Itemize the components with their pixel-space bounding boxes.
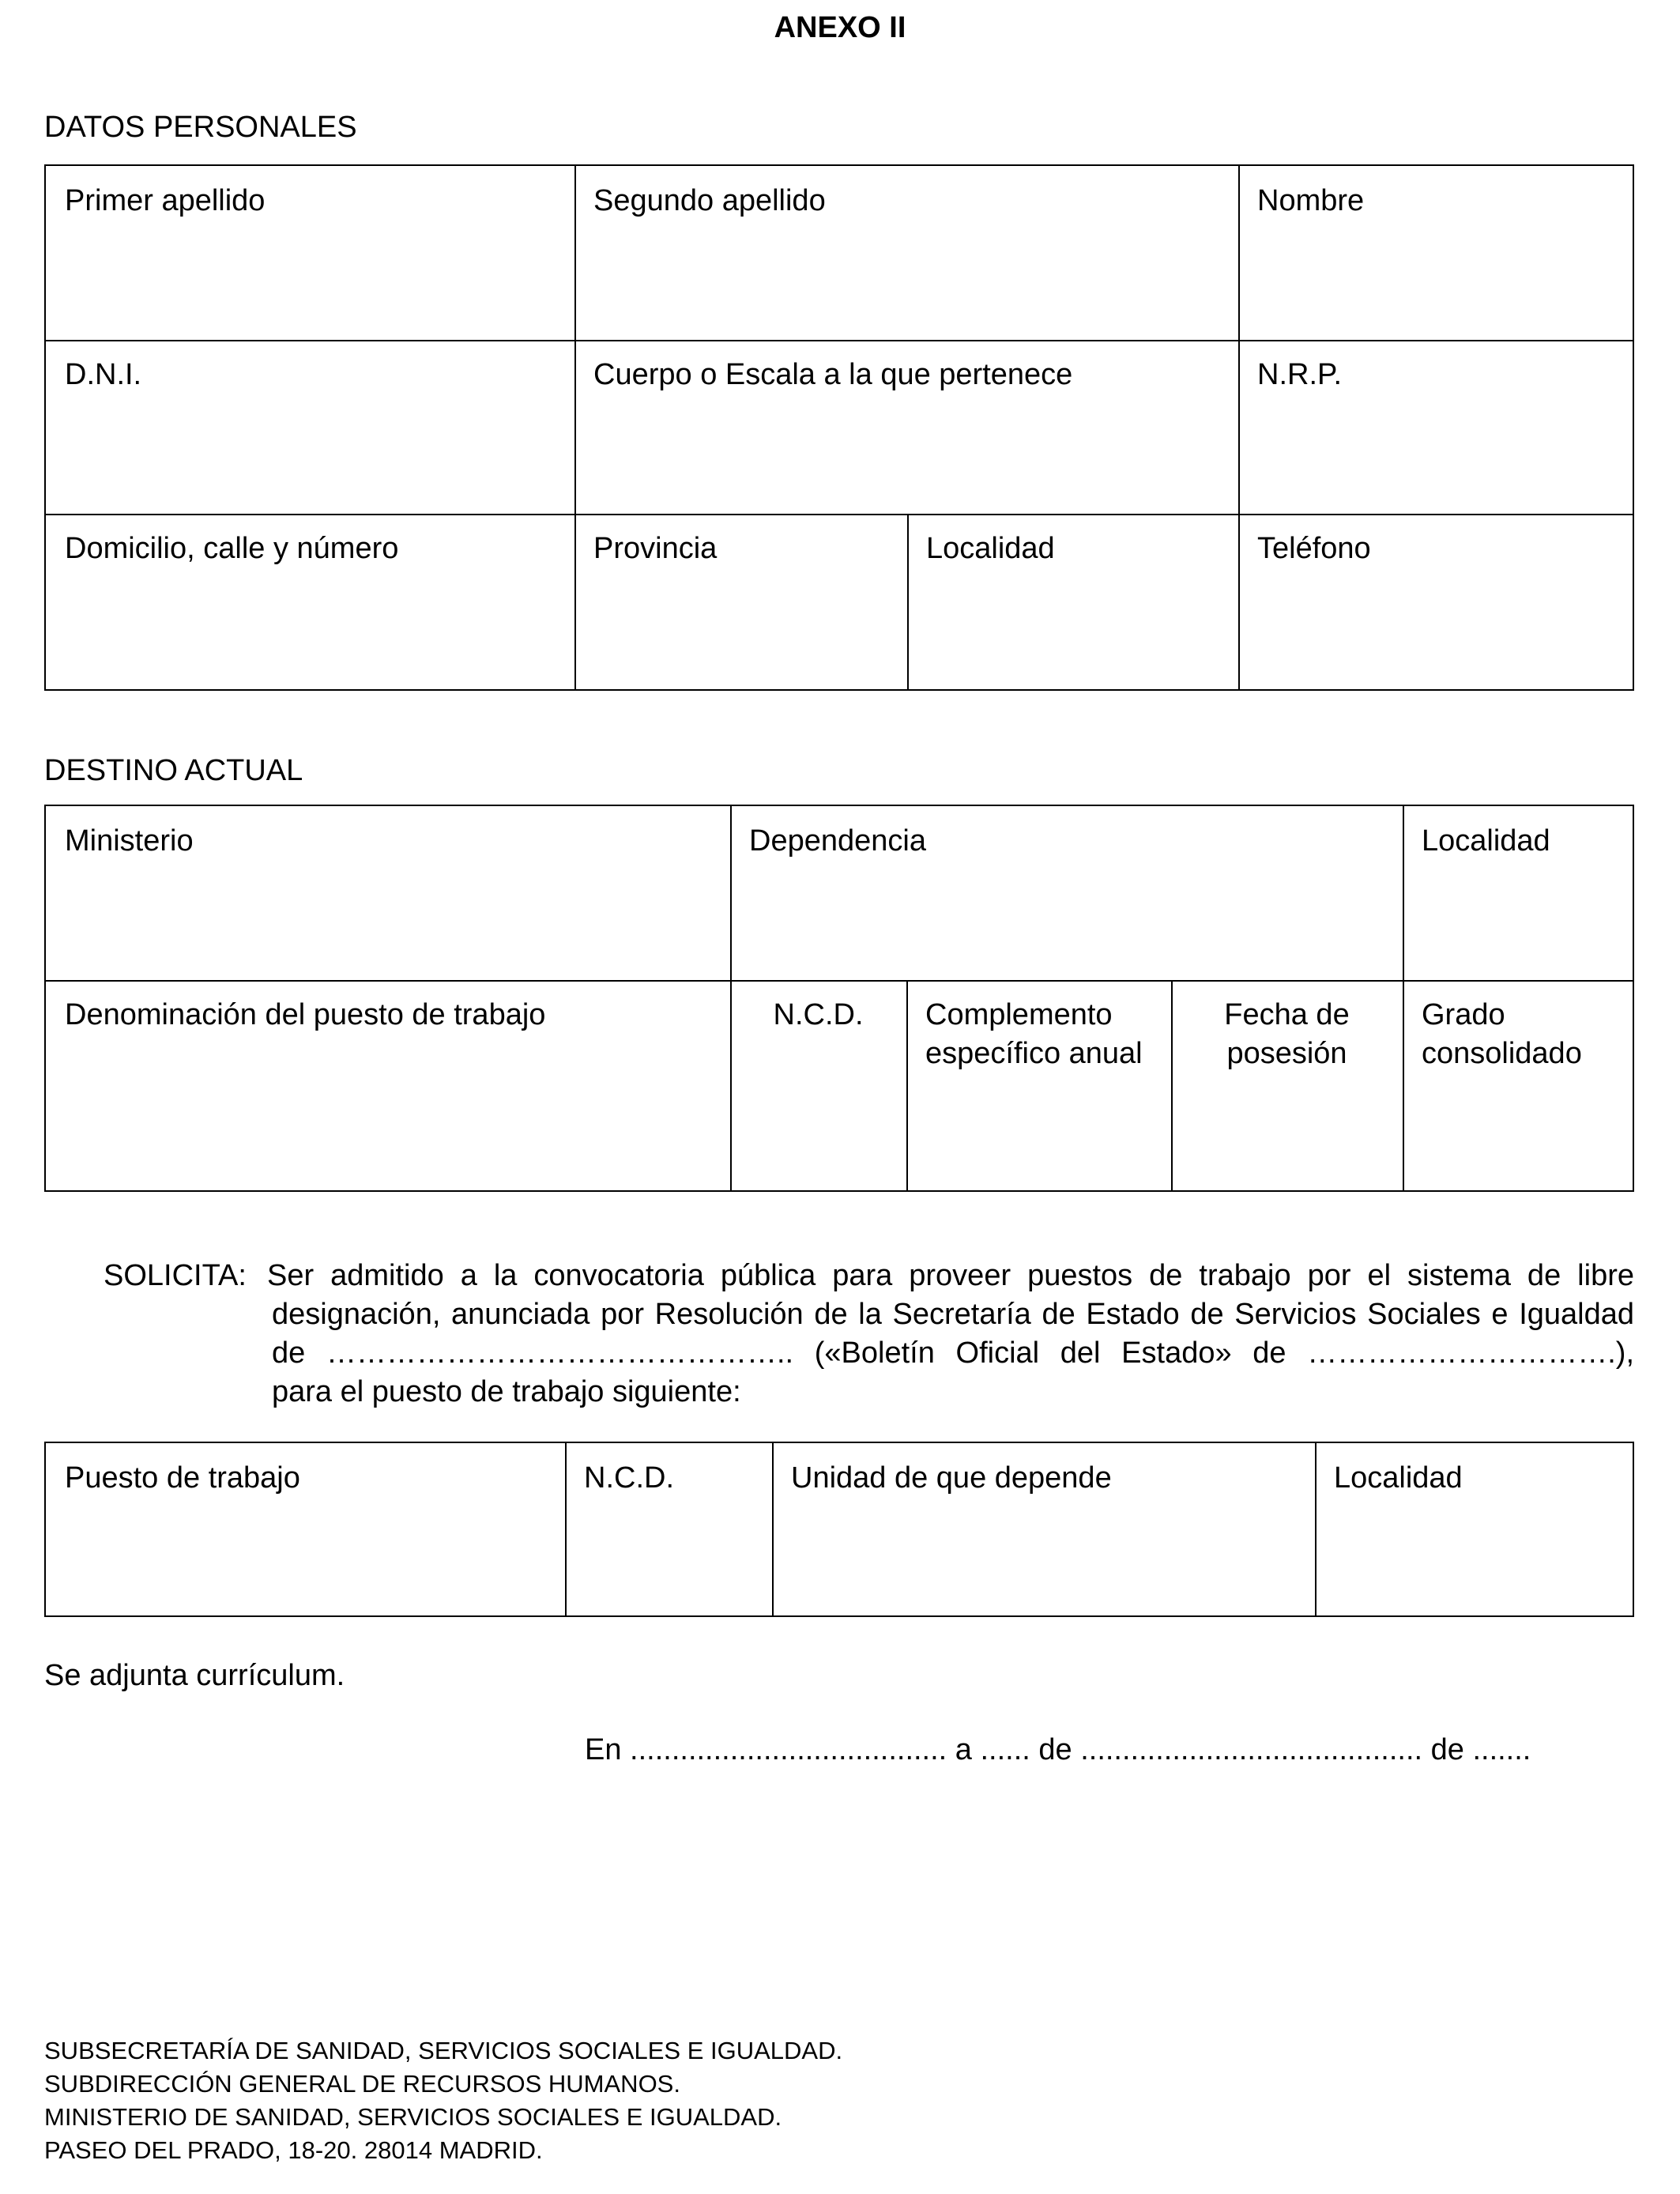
field-dependencia[interactable]: Dependencia xyxy=(749,824,926,858)
solicita-line-4: para el puesto de trabajo siguiente: xyxy=(272,1375,741,1408)
field-localidad-destino[interactable]: Localidad xyxy=(1422,824,1550,858)
field-cuerpo-escala[interactable]: Cuerpo o Escala a la que pertenece xyxy=(593,358,1073,391)
solicita-line-3[interactable]: de ……………………………………….. («Boletín Oficial del Estado» de ………………………….), xyxy=(272,1336,1634,1370)
field-grado-consolidado[interactable]: Grado consolidado xyxy=(1422,998,1582,1070)
date-line[interactable]: En ...................................... a ...... de ......................................... de ....... xyxy=(585,1733,1531,1766)
field-localidad[interactable]: Localidad xyxy=(926,532,1055,565)
field-ncd-actual[interactable]: N.C.D. xyxy=(773,998,864,1031)
solicita-line-1: Ser admitido a la convocatoria pública para proveer puestos de trabajo por el sistema de libre xyxy=(267,1259,1634,1292)
field-unidad-depende[interactable]: Unidad de que depende xyxy=(791,1461,1112,1495)
adjunta-curriculum: Se adjunta currículum. xyxy=(44,1659,345,1692)
footer-line-4: PASEO DEL PRADO, 18-20. 28014 MADRID. xyxy=(44,2136,543,2164)
page-title: ANEXO II xyxy=(774,11,906,44)
field-denominacion-puesto[interactable]: Denominación del puesto de trabajo xyxy=(65,998,546,1031)
field-nombre[interactable]: Nombre xyxy=(1257,184,1365,217)
section-heading-destino-actual: DESTINO ACTUAL xyxy=(44,754,303,787)
field-complemento-especifico[interactable]: Complemento específico anual xyxy=(925,998,1143,1070)
field-puesto-trabajo[interactable]: Puesto de trabajo xyxy=(65,1461,300,1495)
section-heading-datos-personales: DATOS PERSONALES xyxy=(44,111,357,144)
puesto-solicitado-table xyxy=(44,1442,1634,1617)
field-primer-apellido[interactable]: Primer apellido xyxy=(65,184,266,217)
field-domicilio[interactable]: Domicilio, calle y número xyxy=(65,532,399,565)
footer-line-3: MINISTERIO DE SANIDAD, SERVICIOS SOCIALES E IGUALDAD. xyxy=(44,2103,782,2131)
footer-line-2: SUBDIRECCIÓN GENERAL DE RECURSOS HUMANOS. xyxy=(44,2070,680,2098)
footer-line-1: SUBSECRETARÍA DE SANIDAD, SERVICIOS SOCIALES E IGUALDAD. xyxy=(44,2037,843,2064)
field-ministerio[interactable]: Ministerio xyxy=(65,824,194,858)
field-fecha-posesion[interactable]: Fecha de posesión xyxy=(1224,998,1350,1070)
field-dni[interactable]: D.N.I. xyxy=(65,358,142,391)
field-provincia[interactable]: Provincia xyxy=(593,532,718,565)
field-telefono[interactable]: Teléfono xyxy=(1257,532,1371,565)
field-nrp[interactable]: N.R.P. xyxy=(1257,358,1343,391)
field-localidad-puesto[interactable]: Localidad xyxy=(1334,1461,1463,1495)
field-segundo-apellido[interactable]: Segundo apellido xyxy=(593,184,826,217)
solicita-line-2: designación, anunciada por Resolución de la Secretaría de Estado de Servicios Sociales e Igualdad xyxy=(272,1298,1634,1331)
solicita-label: SOLICITA: xyxy=(104,1259,247,1292)
field-ncd-puesto[interactable]: N.C.D. xyxy=(584,1461,674,1495)
destino-actual-table xyxy=(44,805,1634,1192)
datos-personales-table xyxy=(44,164,1634,691)
